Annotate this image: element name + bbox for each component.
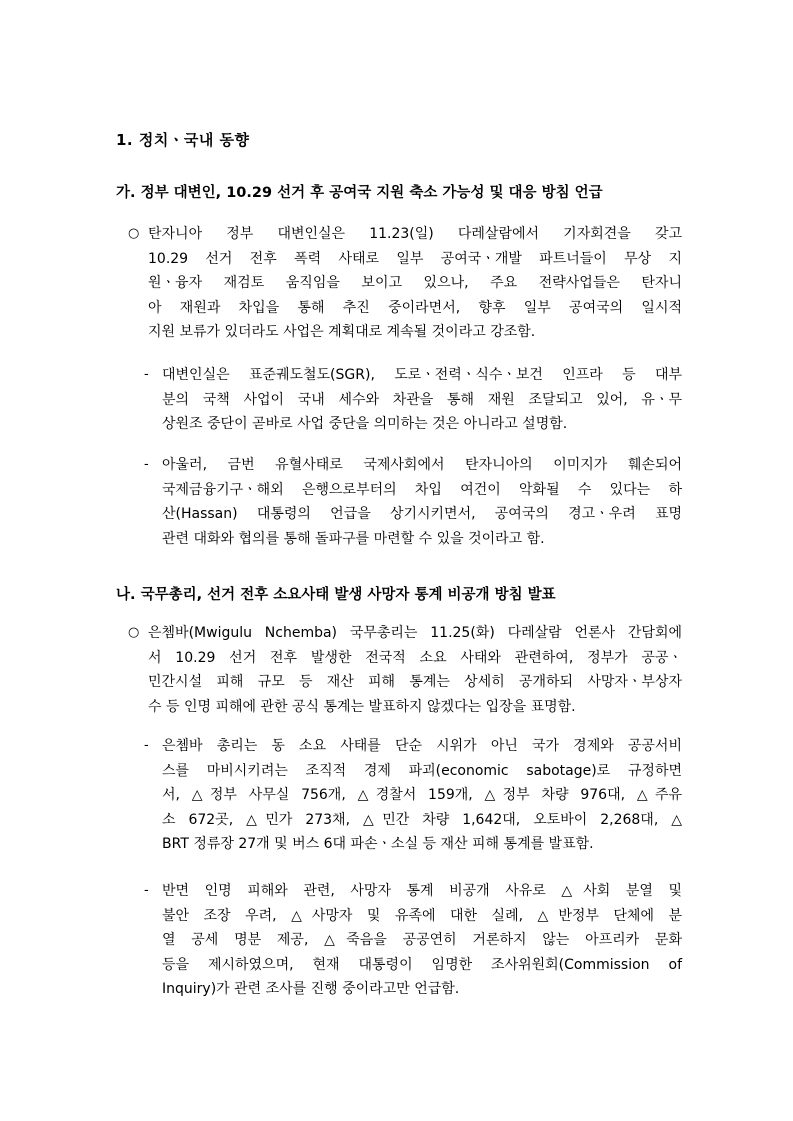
subsection-b-bullet <box>128 621 682 719</box>
subsection-a-dash-item <box>144 453 682 551</box>
section-title: 1. 정치ㆍ국내 동향 <box>116 131 250 149</box>
subsection-a-title: 가. 정부 대변인, 10.29 선거 후 공여국 지원 축소 가능성 및 대응 방침 언급 <box>116 185 603 201</box>
subsection-b-title: 나. 국무총리, 선거 전후 소요사태 발생 사망자 통계 비공개 방침 발표 <box>116 587 556 603</box>
subsection-b-dash-item <box>144 734 682 857</box>
paragraph-line: 불안 조장 우려, △사망자 및 유족에 대한 실례, △반정부 단체에 분 <box>162 907 682 924</box>
circle-bullet-icon: ○ <box>128 625 140 640</box>
paragraph-line: 아 재원과 차입을 통해 추진 중이라면서, 향후 일부 공여국의 일시적 <box>148 299 682 316</box>
paragraph-line: Inquiry)가 관련 조사를 진행 중이라고만 언급함. <box>162 981 460 997</box>
dash-marker: - <box>144 457 149 472</box>
paragraph-line: 지원 보류가 있더라도 사업은 계획대로 계속될 것이라고 강조함. <box>148 324 536 340</box>
paragraph-line: 소 672곳, △민가 273채, △민간 차량 1,642대, 오토바이 2,268대, △ <box>162 811 682 828</box>
paragraph-line: 국제금융기구ㆍ해외 은행으로부터의 차입 여건이 악화될 수 있다는 하 <box>162 481 682 498</box>
paragraph-line: 탄자니아 정부 대변인실은 11.23(일) 다레살람에서 기자회견을 갖고 <box>148 226 682 242</box>
paragraph-line: 원ㆍ융자 재검토 움직임을 보이고 있으나, 주요 전략사업들은 탄자니 <box>148 275 682 291</box>
dash-marker: - <box>144 883 149 898</box>
paragraph-line: 스를 마비시키려는 조직적 경제 파괴(economic sabotage)로 규정하면 <box>162 762 682 779</box>
subsection-b-dash-item <box>144 879 682 1002</box>
paragraph-line: 등을 제시하였으며, 현재 대통령이 임명한 조사위원회(Commission of <box>162 956 682 973</box>
paragraph-line: 은쳄바 총리는 동 소요 사태를 단순 시위가 아닌 국가 경제와 공공서비 <box>162 738 682 754</box>
paragraph-line: 분의 국책 사업이 국내 세수와 차관을 통해 재원 조달되고 있어, 유ㆍ무 <box>162 391 682 408</box>
paragraph-line: 서 10.29 선거 전후 발생한 전국적 소요 사태와 관련하여, 정부가 공공ㆍ <box>148 649 682 666</box>
paragraph-line: 산(Hassan) 대통령의 언급을 상기시키면서, 공여국의 경고ㆍ우려 표명 <box>162 506 682 522</box>
dash-marker: - <box>144 738 149 753</box>
dash-marker: - <box>144 367 149 382</box>
paragraph-line: 상원조 중단이 곧바로 사업 중단을 의미하는 것은 아니라고 설명함. <box>162 416 568 432</box>
paragraph-line: 10.29 선거 전후 폭력 사태로 일부 공여국ㆍ개발 파트너들이 무상 지 <box>148 250 682 267</box>
paragraph-line: 수 등 인명 피해에 관한 공식 통계는 발표하지 않겠다는 입장을 표명함. <box>148 698 576 715</box>
paragraph-line: 열 공세 명분 제공, △죽음을 공공연히 거론하지 않는 아프리카 문화 <box>162 932 682 948</box>
paragraph-line: 관련 대화와 협의를 통해 돌파구를 마련할 수 있을 것이라고 함. <box>162 530 545 547</box>
paragraph-line: 아울러, 금번 유혈사태로 국제사회에서 탄자니아의 이미지가 훼손되어 <box>162 457 682 473</box>
subsection-a-dash-item <box>144 363 682 437</box>
paragraph-line: 은쳄바(Mwigulu Nchemba) 국무총리는 11.25(화) 다레살람 언론사 간담회에 <box>148 625 682 641</box>
circle-bullet-icon: ○ <box>128 226 140 241</box>
paragraph-line: 대변인실은 표준궤도철도(SGR), 도로ㆍ전력ㆍ식수ㆍ보건 인프라 등 대부 <box>162 367 682 383</box>
subsection-a-bullet <box>128 222 682 345</box>
paragraph-line: BRT 정류장 27개 및 버스 6대 파손ㆍ소실 등 재산 피해 통계를 발표함. <box>162 836 594 852</box>
paragraph-line: 서, △정부 사무실 756개, △경찰서 159개, △정부 차량 976대, △주유 <box>162 787 682 803</box>
paragraph-line: 민간시설 피해 규모 등 재산 피해 통계는 상세히 공개하되 사망자ㆍ부상자 <box>148 674 682 690</box>
paragraph-line: 반면 인명 피해와 관련, 사망자 통계 비공개 사유로 △사회 분열 및 <box>162 883 682 899</box>
